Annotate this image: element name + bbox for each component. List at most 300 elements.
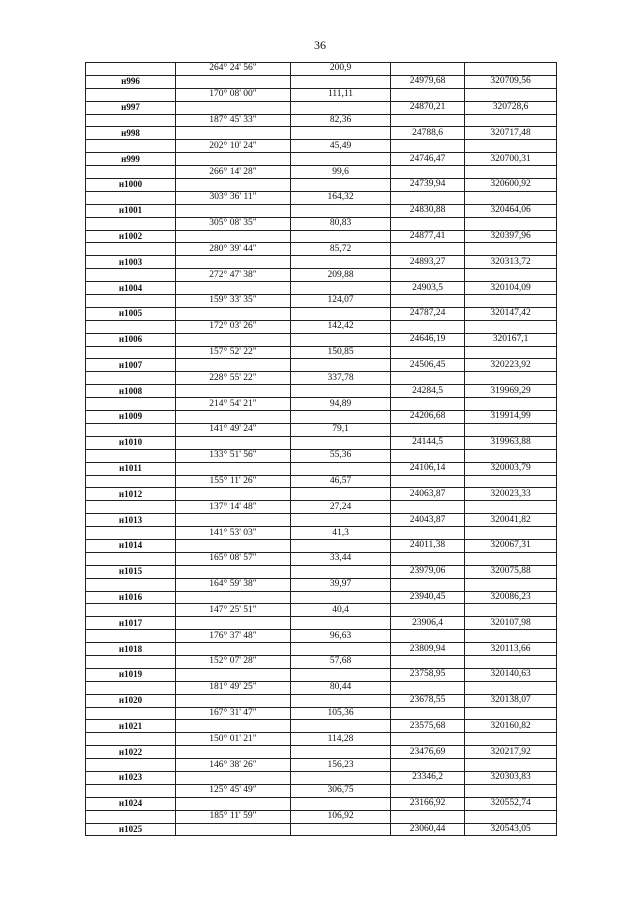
distance-cell: 200,9	[291, 63, 391, 76]
angle-cell	[176, 694, 291, 707]
y-coordinate-cell	[465, 243, 557, 256]
segment-row	[86, 295, 557, 308]
x-coordinate-cell	[391, 810, 465, 823]
angle-cell	[176, 282, 291, 295]
y-coordinate-cell: 320140,63	[465, 668, 557, 681]
angle-cell	[176, 488, 291, 501]
distance-cell: 85,72	[291, 243, 391, 256]
point-name-cell	[86, 681, 176, 694]
x-coordinate-cell: 24877,41	[391, 230, 465, 243]
angle-cell: 185° 11' 59"	[176, 810, 291, 823]
y-coordinate-cell: 320600,92	[465, 179, 557, 192]
point-row	[86, 436, 557, 449]
segment-row	[86, 784, 557, 797]
x-coordinate-cell: 23940,45	[391, 591, 465, 604]
point-name-cell: н1008	[86, 385, 176, 398]
point-name-cell	[86, 398, 176, 411]
y-coordinate-cell: 320104,09	[465, 282, 557, 295]
point-row	[86, 746, 557, 759]
y-coordinate-cell	[465, 475, 557, 488]
point-name-cell: н1000	[86, 179, 176, 192]
x-coordinate-cell	[391, 88, 465, 101]
distance-cell: 114,28	[291, 733, 391, 746]
point-name-cell: н1017	[86, 617, 176, 630]
distance-cell: 45,49	[291, 140, 391, 153]
y-coordinate-cell	[465, 449, 557, 462]
distance-cell: 111,11	[291, 88, 391, 101]
point-name-cell	[86, 578, 176, 591]
angle-cell	[176, 230, 291, 243]
angle-cell	[176, 797, 291, 810]
y-coordinate-cell	[465, 707, 557, 720]
point-name-cell: н1012	[86, 488, 176, 501]
y-coordinate-cell	[465, 320, 557, 333]
segment-row	[86, 269, 557, 282]
angle-cell: 272° 47' 38"	[176, 269, 291, 282]
distance-cell: 106,92	[291, 810, 391, 823]
distance-cell: 39,97	[291, 578, 391, 591]
segment-row	[86, 114, 557, 127]
point-name-cell	[86, 63, 176, 76]
x-coordinate-cell: 24043,87	[391, 514, 465, 527]
point-row	[86, 256, 557, 269]
segment-row	[86, 191, 557, 204]
point-row	[86, 823, 557, 836]
x-coordinate-cell: 24788,6	[391, 127, 465, 140]
y-coordinate-cell	[465, 655, 557, 668]
y-coordinate-cell: 320147,42	[465, 307, 557, 320]
point-name-cell	[86, 449, 176, 462]
x-coordinate-cell	[391, 269, 465, 282]
angle-cell	[176, 204, 291, 217]
distance-cell: 41,3	[291, 527, 391, 540]
point-name-cell	[86, 372, 176, 385]
y-coordinate-cell: 319963,88	[465, 436, 557, 449]
x-coordinate-cell: 24870,21	[391, 101, 465, 114]
point-row	[86, 643, 557, 656]
distance-cell: 209,88	[291, 269, 391, 282]
angle-cell	[176, 823, 291, 836]
distance-cell	[291, 256, 391, 269]
point-row	[86, 668, 557, 681]
y-coordinate-cell	[465, 166, 557, 179]
distance-cell	[291, 230, 391, 243]
x-coordinate-cell	[391, 191, 465, 204]
angle-cell: 170° 08' 00"	[176, 88, 291, 101]
angle-cell	[176, 179, 291, 192]
distance-cell	[291, 771, 391, 784]
angle-cell	[176, 643, 291, 656]
point-name-cell: н1020	[86, 694, 176, 707]
y-coordinate-cell	[465, 88, 557, 101]
segment-row	[86, 681, 557, 694]
y-coordinate-cell	[465, 217, 557, 230]
x-coordinate-cell	[391, 475, 465, 488]
x-coordinate-cell: 24739,94	[391, 179, 465, 192]
segment-row	[86, 759, 557, 772]
angle-cell	[176, 256, 291, 269]
distance-cell: 150,85	[291, 346, 391, 359]
segment-row	[86, 707, 557, 720]
x-coordinate-cell: 24011,38	[391, 539, 465, 552]
distance-cell	[291, 101, 391, 114]
x-coordinate-cell: 24893,27	[391, 256, 465, 269]
angle-cell	[176, 359, 291, 372]
angle-cell	[176, 668, 291, 681]
segment-row	[86, 243, 557, 256]
angle-cell: 165° 08' 57"	[176, 552, 291, 565]
segment-row	[86, 166, 557, 179]
y-coordinate-cell: 320113,66	[465, 643, 557, 656]
distance-cell	[291, 436, 391, 449]
point-name-cell	[86, 655, 176, 668]
x-coordinate-cell: 24144,5	[391, 436, 465, 449]
x-coordinate-cell	[391, 140, 465, 153]
point-row	[86, 101, 557, 114]
point-row	[86, 359, 557, 372]
y-coordinate-cell	[465, 295, 557, 308]
angle-cell: 152° 07' 28"	[176, 655, 291, 668]
angle-cell	[176, 591, 291, 604]
y-coordinate-cell: 320086,23	[465, 591, 557, 604]
y-coordinate-cell	[465, 191, 557, 204]
y-coordinate-cell: 320138,07	[465, 694, 557, 707]
angle-cell	[176, 514, 291, 527]
x-coordinate-cell	[391, 346, 465, 359]
y-coordinate-cell: 319914,99	[465, 411, 557, 424]
angle-cell	[176, 127, 291, 140]
distance-cell	[291, 643, 391, 656]
point-row	[86, 565, 557, 578]
angle-cell: 167° 31' 47"	[176, 707, 291, 720]
point-name-cell: н1002	[86, 230, 176, 243]
x-coordinate-cell: 23678,55	[391, 694, 465, 707]
point-name-cell: н1024	[86, 797, 176, 810]
segment-row	[86, 423, 557, 436]
y-coordinate-cell: 320023,33	[465, 488, 557, 501]
point-row	[86, 411, 557, 424]
x-coordinate-cell: 24787,24	[391, 307, 465, 320]
point-name-cell: н1010	[86, 436, 176, 449]
point-name-cell: н999	[86, 153, 176, 166]
segment-row	[86, 578, 557, 591]
distance-cell: 33,44	[291, 552, 391, 565]
angle-cell: 157° 52' 22"	[176, 346, 291, 359]
angle-cell	[176, 436, 291, 449]
x-coordinate-cell	[391, 552, 465, 565]
point-name-cell: н1022	[86, 746, 176, 759]
distance-cell: 82,36	[291, 114, 391, 127]
segment-row	[86, 501, 557, 514]
distance-cell	[291, 307, 391, 320]
angle-cell: 214° 54' 21"	[176, 398, 291, 411]
point-name-cell	[86, 475, 176, 488]
segment-row	[86, 63, 557, 76]
distance-cell	[291, 668, 391, 681]
point-name-cell	[86, 269, 176, 282]
angle-cell: 146° 38' 26"	[176, 759, 291, 772]
angle-cell: 147° 25' 51"	[176, 604, 291, 617]
angle-cell: 303° 36' 11"	[176, 191, 291, 204]
distance-cell	[291, 75, 391, 88]
x-coordinate-cell	[391, 784, 465, 797]
x-coordinate-cell: 23166,92	[391, 797, 465, 810]
distance-cell	[291, 539, 391, 552]
x-coordinate-cell: 24106,14	[391, 462, 465, 475]
point-name-cell	[86, 88, 176, 101]
angle-cell	[176, 75, 291, 88]
x-coordinate-cell	[391, 630, 465, 643]
point-name-cell: н1007	[86, 359, 176, 372]
x-coordinate-cell	[391, 655, 465, 668]
y-coordinate-cell	[465, 733, 557, 746]
angle-cell: 228° 55' 22"	[176, 372, 291, 385]
angle-cell	[176, 462, 291, 475]
distance-cell: 164,32	[291, 191, 391, 204]
x-coordinate-cell: 24284,5	[391, 385, 465, 398]
x-coordinate-cell: 23476,69	[391, 746, 465, 759]
x-coordinate-cell: 24646,19	[391, 333, 465, 346]
x-coordinate-cell	[391, 166, 465, 179]
distance-cell	[291, 204, 391, 217]
x-coordinate-cell	[391, 449, 465, 462]
y-coordinate-cell: 320167,1	[465, 333, 557, 346]
distance-cell	[291, 127, 391, 140]
point-row	[86, 282, 557, 295]
point-name-cell	[86, 759, 176, 772]
y-coordinate-cell: 320067,31	[465, 539, 557, 552]
x-coordinate-cell	[391, 243, 465, 256]
distance-cell	[291, 514, 391, 527]
y-coordinate-cell	[465, 269, 557, 282]
x-coordinate-cell	[391, 681, 465, 694]
distance-cell	[291, 282, 391, 295]
segment-row	[86, 527, 557, 540]
point-name-cell: н1023	[86, 771, 176, 784]
angle-cell: 155° 11' 26"	[176, 475, 291, 488]
point-name-cell	[86, 346, 176, 359]
angle-cell: 125° 45' 49"	[176, 784, 291, 797]
y-coordinate-cell	[465, 604, 557, 617]
segment-row	[86, 552, 557, 565]
x-coordinate-cell	[391, 63, 465, 76]
distance-cell: 27,24	[291, 501, 391, 514]
point-row	[86, 179, 557, 192]
distance-cell	[291, 617, 391, 630]
y-coordinate-cell: 320041,82	[465, 514, 557, 527]
angle-cell	[176, 565, 291, 578]
angle-cell	[176, 746, 291, 759]
point-row	[86, 153, 557, 166]
distance-cell	[291, 694, 391, 707]
x-coordinate-cell	[391, 501, 465, 514]
angle-cell	[176, 539, 291, 552]
distance-cell	[291, 565, 391, 578]
distance-cell	[291, 333, 391, 346]
point-name-cell: н997	[86, 101, 176, 114]
angle-cell: 266° 14' 28"	[176, 166, 291, 179]
distance-cell: 99,6	[291, 166, 391, 179]
y-coordinate-cell: 319969,29	[465, 385, 557, 398]
y-coordinate-cell: 320003,79	[465, 462, 557, 475]
x-coordinate-cell: 23346,2	[391, 771, 465, 784]
segment-row	[86, 140, 557, 153]
y-coordinate-cell	[465, 501, 557, 514]
y-coordinate-cell	[465, 552, 557, 565]
y-coordinate-cell	[465, 372, 557, 385]
y-coordinate-cell: 320717,48	[465, 127, 557, 140]
x-coordinate-cell: 24903,5	[391, 282, 465, 295]
x-coordinate-cell	[391, 733, 465, 746]
x-coordinate-cell	[391, 604, 465, 617]
y-coordinate-cell	[465, 681, 557, 694]
segment-row	[86, 217, 557, 230]
point-name-cell: н1019	[86, 668, 176, 681]
x-coordinate-cell	[391, 578, 465, 591]
x-coordinate-cell	[391, 707, 465, 720]
y-coordinate-cell	[465, 140, 557, 153]
coordinates-table	[85, 62, 557, 836]
point-name-cell	[86, 604, 176, 617]
x-coordinate-cell	[391, 759, 465, 772]
point-name-cell	[86, 501, 176, 514]
point-name-cell	[86, 784, 176, 797]
angle-cell: 150° 01' 21"	[176, 733, 291, 746]
distance-cell: 40,4	[291, 604, 391, 617]
point-row	[86, 75, 557, 88]
point-name-cell: н1025	[86, 823, 176, 836]
point-name-cell: н1016	[86, 591, 176, 604]
y-coordinate-cell	[465, 759, 557, 772]
angle-cell: 176° 37' 48"	[176, 630, 291, 643]
distance-cell	[291, 797, 391, 810]
angle-cell	[176, 720, 291, 733]
angle-cell	[176, 333, 291, 346]
distance-cell	[291, 153, 391, 166]
distance-cell	[291, 462, 391, 475]
angle-cell: 172° 03' 26"	[176, 320, 291, 333]
y-coordinate-cell: 320075,88	[465, 565, 557, 578]
distance-cell: 105,36	[291, 707, 391, 720]
point-name-cell: н1001	[86, 204, 176, 217]
x-coordinate-cell	[391, 217, 465, 230]
y-coordinate-cell: 320313,72	[465, 256, 557, 269]
point-name-cell: н1021	[86, 720, 176, 733]
distance-cell: 306,75	[291, 784, 391, 797]
point-row	[86, 771, 557, 784]
point-row	[86, 694, 557, 707]
point-name-cell: н1004	[86, 282, 176, 295]
y-coordinate-cell: 320217,92	[465, 746, 557, 759]
point-name-cell	[86, 166, 176, 179]
point-name-cell	[86, 295, 176, 308]
point-row	[86, 307, 557, 320]
y-coordinate-cell	[465, 784, 557, 797]
y-coordinate-cell	[465, 346, 557, 359]
angle-cell: 181° 49' 25"	[176, 681, 291, 694]
x-coordinate-cell	[391, 114, 465, 127]
point-name-cell	[86, 552, 176, 565]
point-name-cell: н1014	[86, 539, 176, 552]
distance-cell: 156,23	[291, 759, 391, 772]
segment-row	[86, 449, 557, 462]
distance-cell	[291, 488, 391, 501]
point-row	[86, 514, 557, 527]
segment-row	[86, 346, 557, 359]
point-row	[86, 127, 557, 140]
segment-row	[86, 372, 557, 385]
distance-cell: 94,89	[291, 398, 391, 411]
angle-cell: 187° 45' 33"	[176, 114, 291, 127]
point-name-cell	[86, 527, 176, 540]
angle-cell: 264° 24' 56"	[176, 63, 291, 76]
point-name-cell: н1003	[86, 256, 176, 269]
distance-cell: 57,68	[291, 655, 391, 668]
angle-cell: 305° 08' 35"	[176, 217, 291, 230]
x-coordinate-cell: 24506,45	[391, 359, 465, 372]
segment-row	[86, 88, 557, 101]
x-coordinate-cell: 23575,68	[391, 720, 465, 733]
y-coordinate-cell: 320709,56	[465, 75, 557, 88]
y-coordinate-cell	[465, 398, 557, 411]
y-coordinate-cell: 320160,82	[465, 720, 557, 733]
segment-row	[86, 655, 557, 668]
angle-cell: 141° 49' 24"	[176, 423, 291, 436]
segment-row	[86, 320, 557, 333]
distance-cell	[291, 411, 391, 424]
y-coordinate-cell	[465, 810, 557, 823]
x-coordinate-cell: 24063,87	[391, 488, 465, 501]
distance-cell: 80,83	[291, 217, 391, 230]
distance-cell: 96,63	[291, 630, 391, 643]
x-coordinate-cell	[391, 372, 465, 385]
y-coordinate-cell: 320303,83	[465, 771, 557, 784]
y-coordinate-cell: 320397,96	[465, 230, 557, 243]
segment-row	[86, 398, 557, 411]
point-row	[86, 720, 557, 733]
angle-cell	[176, 411, 291, 424]
point-name-cell: н1013	[86, 514, 176, 527]
distance-cell	[291, 179, 391, 192]
point-name-cell	[86, 191, 176, 204]
distance-cell	[291, 385, 391, 398]
x-coordinate-cell: 24746,47	[391, 153, 465, 166]
point-name-cell	[86, 243, 176, 256]
angle-cell	[176, 101, 291, 114]
y-coordinate-cell: 320543,05	[465, 823, 557, 836]
point-row	[86, 797, 557, 810]
point-row	[86, 385, 557, 398]
angle-cell: 159° 33' 35"	[176, 295, 291, 308]
point-name-cell	[86, 707, 176, 720]
y-coordinate-cell	[465, 114, 557, 127]
angle-cell: 133° 51' 56"	[176, 449, 291, 462]
x-coordinate-cell: 24206,68	[391, 411, 465, 424]
point-row	[86, 230, 557, 243]
distance-cell: 337,78	[291, 372, 391, 385]
segment-row	[86, 475, 557, 488]
angle-cell: 137° 14' 48"	[176, 501, 291, 514]
distance-cell	[291, 823, 391, 836]
x-coordinate-cell: 24830,88	[391, 204, 465, 217]
point-name-cell	[86, 114, 176, 127]
y-coordinate-cell: 320552,74	[465, 797, 557, 810]
point-row	[86, 617, 557, 630]
point-name-cell	[86, 810, 176, 823]
coordinates-table-body	[86, 63, 557, 836]
angle-cell: 141° 53' 03"	[176, 527, 291, 540]
x-coordinate-cell	[391, 320, 465, 333]
